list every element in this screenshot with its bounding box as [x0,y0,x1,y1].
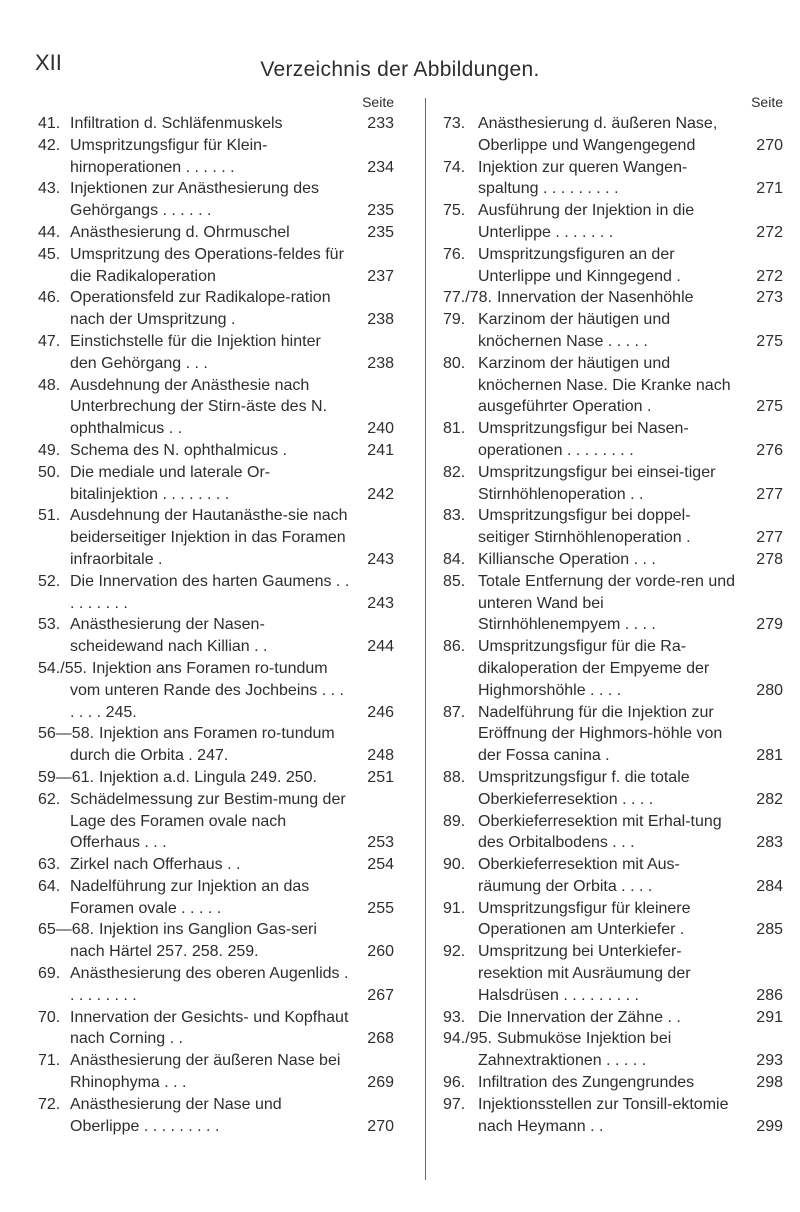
page-reference: 270 [756,136,783,154]
figure-caption: Anästhesierung der äußeren Nase bei Rhinophyma . . . [70,1052,341,1092]
figure-number: 80. [443,354,466,372]
page-reference: 277 [756,485,783,503]
page-reference: 286 [756,986,783,1004]
page-reference: 280 [756,681,783,699]
page-reference: 293 [756,1052,783,1070]
figure-entry [38,135,394,179]
figure-caption: Umspritzungsfigur f. die totale Oberkieferresektion . . . . [478,768,690,808]
figure-caption: Oberkieferresektion mit Aus-räumung der Orbita . . . . [478,856,680,895]
figure-entry [38,244,394,288]
figure-number: 69. [38,965,61,983]
figure-number: 56—58. [38,725,95,743]
figure-caption: Die Innervation der Zähne . . [478,1008,681,1026]
figure-number: 42. [38,136,61,154]
figure-entry [38,571,394,615]
page-reference: 281 [756,747,783,765]
page-reference: 277 [756,529,783,547]
page-reference: 270 [367,1117,394,1135]
figure-caption: Nadelführung für die Injektion zur Eröffnung der Highmors-höhle von der Fossa canina . [478,703,723,765]
figure-entry [38,222,394,244]
figure-caption: Totale Entfernung der vorde-ren und unteren Wand bei Stirnhöhlenempyem . . . . [478,572,736,634]
figure-caption: Karzinom der häutigen und knöchernen Nase. Die Kranke nach ausgeführter Operation . [478,354,731,416]
page-reference: 246 [367,703,394,721]
figure-number: 52. [38,572,61,590]
page-reference: 276 [756,441,783,459]
page-reference: 255 [367,899,394,917]
figure-number: 73. [443,115,466,132]
figure-number: 90. [443,856,466,874]
figure-entry [443,854,783,898]
figure-entry [443,418,783,462]
figure-caption: Zirkel nach Offerhaus . . [70,856,241,874]
figure-entry [443,1028,783,1072]
figure-number: 71. [38,1052,61,1070]
page-reference: 283 [756,834,783,852]
figure-number: 88. [443,768,466,786]
figure-number: 48. [38,376,61,394]
figure-number: 89. [443,812,466,830]
figure-number: 85. [443,572,466,590]
figure-caption: Infiltration des Zungengrundes [478,1074,695,1092]
page-reference: 268 [367,1030,394,1048]
figure-caption: Oberkieferresektion mit Erhal-tung des Orbitalbodens . . . [478,812,722,852]
page-reference: 233 [367,115,394,132]
figure-caption: Anästhesierung des oberen Augenlids . . . . . . . . . [70,965,349,1004]
figure-caption: Injektion ans Foramen ro-tundum durch die Orbita . 247. [70,725,335,765]
figure-caption: Umspritzung bei Unterkiefer-resektion mit Ausräumung der Halsdrüsen . . . . . . . . . [478,943,691,1004]
figure-entry [443,200,783,244]
figure-entry [443,1094,783,1138]
figure-number: 84. [443,550,466,568]
figure-number: 54./55. [38,659,87,677]
figure-caption: Die mediale und laterale Or-bitalinjektion . . . . . . . . [70,463,271,503]
figure-number: 92. [443,943,466,961]
figure-number: 72. [38,1095,61,1113]
figure-number: 63. [38,856,61,874]
figure-number: 87. [443,703,466,721]
figure-caption: Injektion zur queren Wangen-spaltung . . . . . . . . . [478,158,688,198]
figure-number: 77./78. [443,289,492,307]
figure-entry [38,723,394,767]
figure-entry [38,331,394,375]
figure-number: 45. [38,245,61,263]
page-reference: 279 [756,616,783,634]
figure-caption: Umspritzungsfiguren an der Unterlippe und Kinngegend . [478,245,681,285]
figure-entry [38,287,394,331]
figure-entry [38,963,394,1007]
figure-entry [443,1072,783,1094]
figure-entry [443,505,783,549]
page-reference: 241 [367,441,394,459]
figure-number: 86. [443,638,466,656]
figure-caption: Anästhesierung d. äußeren Nase, Oberlippe und Wangengegend [478,115,718,154]
figure-caption: Innervation der Nasenhöhle [496,289,694,307]
figure-number: 49. [38,441,61,459]
figure-entry [38,876,394,920]
figure-caption: Umspritzung des Operations-feldes für die Radikaloperation [70,245,344,285]
figure-caption: Nadelführung zur Injektion an das Foramen ovale . . . . . [70,877,310,917]
page-reference: 243 [367,550,394,568]
figure-number: 46. [38,289,61,307]
figure-number: 65—68. [38,921,95,939]
figure-entry [38,1007,394,1051]
figure-entry [443,636,783,701]
figure-number: 76. [443,245,466,263]
figure-entry [38,789,394,854]
figure-number: 79. [443,311,466,329]
figure-entry [443,702,783,767]
figure-number: 64. [38,877,61,895]
page-reference: 291 [756,1008,783,1026]
left-column-heading: Seite [362,94,394,110]
figure-number: 91. [443,899,466,917]
figure-number: 47. [38,332,61,350]
figure-entry [443,244,783,288]
figure-caption: Die Innervation des harten Gaumens . . . . . . . . . [70,572,350,612]
figure-number: 94./95. [443,1030,492,1048]
figure-caption: Injektion ins Ganglion Gas-seri nach Härtel 257. 258. 259. [70,921,317,961]
figure-number: 50. [38,463,61,481]
figure-entry [38,1050,394,1094]
page-reference: 235 [367,202,394,220]
left-entry-list [38,113,394,1137]
figure-entry [443,113,783,157]
figure-caption: Umspritzungsfigur bei doppel-seitiger Stirnhöhlenoperation . [478,507,691,547]
page-reference: 238 [367,354,394,372]
page-reference: 253 [367,834,394,852]
figure-entry [38,919,394,963]
figure-caption: Karzinom der häutigen und knöchernen Nase . . . . . [478,311,671,350]
figure-entry [38,767,394,789]
figure-number: 96. [443,1074,466,1092]
right-column [443,92,783,1137]
page-reference: 251 [367,768,394,786]
figure-caption: Ausdehnung der Anästhesie nach Unterbrechung der Stirn-äste des N. ophthalmicus . . [70,376,328,438]
figure-caption: Umspritzungsfigur bei Nasen-operationen . . . . . . . . [478,420,689,459]
figure-caption: Anästhesierung der Nase und Oberlippe . . . . . . . . . [70,1095,282,1135]
page-reference: 248 [367,747,394,765]
figure-number: 53. [38,616,61,634]
page-reference: 254 [367,856,394,874]
figure-caption: Innervation der Gesichts- und Kopfhaut nach Corning . . [70,1008,349,1048]
page-reference: 238 [367,311,394,329]
figure-caption: Schädelmessung zur Bestim-mung der Lage des Foramen ovale nach Offerhaus . . . [70,790,346,852]
figure-number: 82. [443,463,466,481]
figure-caption: Injektionen zur Anästhesierung des Gehörgangs . . . . . . [70,180,320,220]
figure-caption: Einstichstelle für die Injektion hinter den Gehörgang . . . [70,332,321,372]
figure-entry [38,440,394,462]
figure-number: 59—61. [38,768,95,786]
figure-entry [443,898,783,942]
figure-entry [38,1094,394,1138]
page-reference: 269 [367,1074,394,1092]
figure-number: 93. [443,1008,466,1026]
figure-caption: Ausführung der Injektion in die Unterlippe . . . . . . . [478,202,695,241]
page-reference: 299 [756,1117,783,1135]
figure-entry [38,375,394,440]
figure-number: 75. [443,202,466,220]
figure-number: 74. [443,158,466,176]
figure-caption: Umspritzungsfigur bei einsei-tiger Stirnhöhlenoperation . . [478,463,716,503]
figure-caption: Killiansche Operation . . . [478,550,656,568]
page-title: Verzeichnis der Abbildungen. [260,58,540,81]
figure-entry [443,767,783,811]
figure-number: 62. [38,790,61,808]
figure-entry [443,287,783,309]
figure-caption: Operationsfeld zur Radikalope-ration nach der Umspritzung . [70,289,331,329]
figure-number: 41. [38,115,61,132]
figure-entry [38,113,394,135]
figure-caption: Schema des N. ophthalmicus . [70,441,287,459]
figure-entry [38,854,394,876]
figure-entry [38,658,394,723]
figure-entry [443,941,783,1006]
figure-number: 83. [443,507,466,525]
figure-number: 44. [38,223,61,241]
figure-entry [38,505,394,570]
figure-caption: Umspritzungsfigur für Klein-hirnoperationen . . . . . . [70,136,268,176]
figure-entry [38,614,394,658]
figure-caption: Ausdehnung der Hautanästhe-sie nach beiderseitiger Injektion in das Foramen infraorbitale . [70,507,348,568]
page-number: XII [35,50,62,75]
page-reference: 271 [756,180,783,198]
right-column-heading: Seite [751,94,783,110]
figure-caption: Injektionsstellen zur Tonsill-ektomie nach Heymann . . [478,1095,729,1135]
page-reference: 285 [756,921,783,939]
figure-caption: Injektion a.d. Lingula 249. 250. [99,768,317,786]
page-reference: 244 [367,638,394,656]
column-divider [425,98,426,1180]
page-reference: 242 [367,485,394,503]
page-reference: 272 [756,267,783,285]
page-reference: 260 [367,943,394,961]
page-reference: 284 [756,877,783,895]
page-reference: 272 [756,223,783,241]
figure-entry [443,571,783,636]
page-reference: 235 [367,223,394,241]
figure-entry [443,1007,783,1029]
figure-caption: Infiltration d. Schläfenmuskels [70,115,283,132]
page-reference: 275 [756,332,783,350]
page-reference: 240 [367,420,394,438]
page-reference: 267 [367,986,394,1004]
figure-number: 81. [443,420,466,438]
figure-entry [443,157,783,201]
figure-entry [443,811,783,855]
page-reference: 237 [367,267,394,285]
figure-entry [443,309,783,353]
figure-caption: Injektion ans Foramen ro-tundum vom unteren Rande des Jochbeins . . . . . . . 245. [70,659,344,721]
figure-caption: Submuköse Injektion bei Zahnextraktionen . . . . . [478,1030,672,1070]
figure-entry [443,549,783,571]
page-reference: 298 [756,1074,783,1092]
figure-caption: Umspritzungsfigur für die Ra-dikaloperation der Empyeme der Highmorshöhle . . . . [478,638,710,699]
figure-entry [443,353,783,418]
figure-entry [38,462,394,506]
figure-number: 43. [38,180,61,198]
page-reference: 243 [367,594,394,612]
page-reference: 275 [756,398,783,416]
page-reference: 273 [756,289,783,307]
figure-number: 97. [443,1095,466,1113]
page-reference: 234 [367,158,394,176]
figure-caption: Umspritzungsfigur für kleinere Operationen am Unterkiefer . [478,899,691,939]
figure-caption: Anästhesierung d. Ohrmuschel [70,223,290,241]
page-reference: 282 [756,790,783,808]
figure-number: 51. [38,507,61,525]
figure-entry [38,178,394,222]
figure-caption: Anästhesierung der Nasen-scheidewand nach Killian . . [70,616,268,656]
right-entry-list [443,113,783,1137]
figure-entry [443,462,783,506]
page-reference: 278 [756,550,783,568]
figure-number: 70. [38,1008,61,1026]
left-column [38,92,394,1137]
